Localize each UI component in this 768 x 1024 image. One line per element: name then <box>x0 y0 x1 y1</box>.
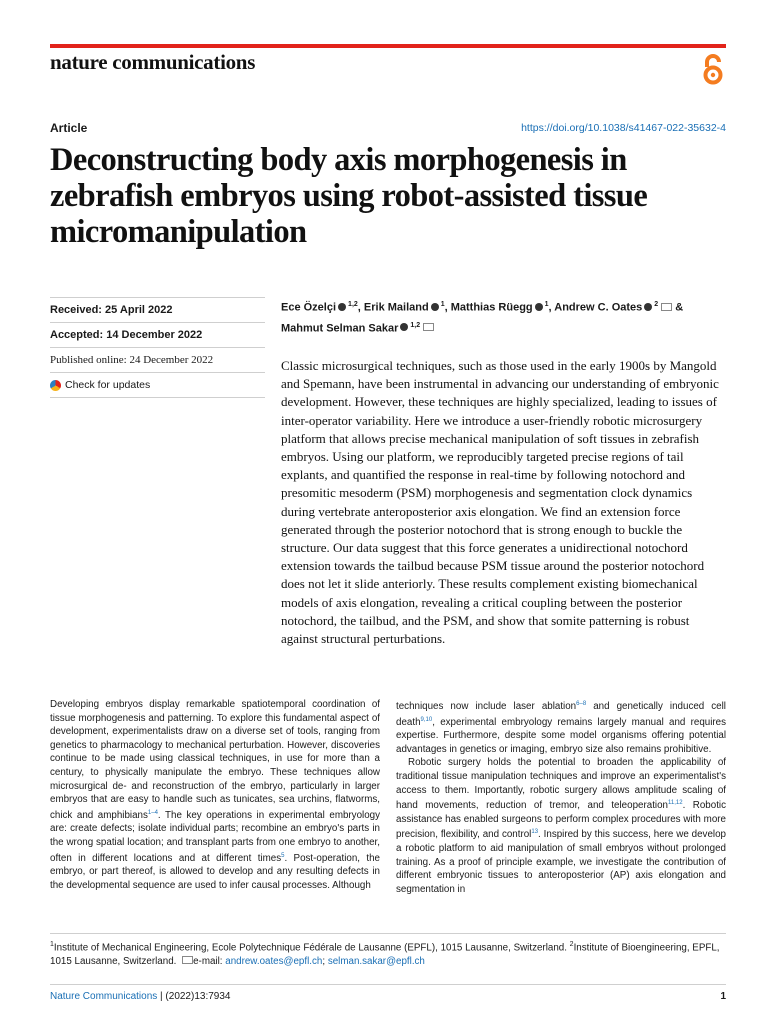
orcid-icon[interactable] <box>431 303 439 311</box>
check-for-updates-icon <box>50 380 61 391</box>
author-affiliation: 2 <box>654 301 659 308</box>
citation-ref[interactable]: 9,10 <box>420 716 433 723</box>
author-separator: , <box>357 301 364 314</box>
body-paragraph <box>396 756 726 896</box>
email-label: e-mail: <box>193 956 223 968</box>
body-text: . The key operations in experimental embryology are: create defects; isolate individual parts; recombine an embryo's parts in the wrong spatial location; and transplant parts from one embryo to another, often in different locations and at different times <box>50 809 381 864</box>
top-accent-bar <box>50 44 726 48</box>
received-date: Received: 25 April 2022 <box>50 297 265 322</box>
journal-name[interactable]: nature communications <box>50 50 256 74</box>
body-column-left <box>50 698 380 892</box>
author-list <box>281 296 726 337</box>
author-separator: & <box>672 301 684 314</box>
article-title: Deconstructing body axis morphogenesis in zebrafish embryos using robot-assisted tissue micromanipulation <box>50 142 648 250</box>
abstract: Classic microsurgical techniques, such as those used in the early 1900s by Mangold and Spemann, have been instrumental in advancing our understanding of embryonic development. However, these techniques are highly specialized, leading to issues of inter-operator variability. Here we introduce a user-friendly robotic microsurgery platform that allows precise mechanical manipulation of soft tissues in zebrafish embryos. Using our platform, we reproducibly targeted precise regions of tail explants, and quantified the response in real-time by following notochord and presomitic mesoderm (PSM) morphogenesis and segmentation clock dynamics during vertebrate anteroposterior axis elongation. We find an extension force generated through the posterior notochord that is strong enough to buckle the structure. Our data suggest that this force generates a unidirectional notochord extension towards the tailbud because PSM tissue around the posterior notochord does not let it slide anteriorly. These results complement existing biomechanical models of axis elongation, revealing a critical coupling between the posterior notochord, the tailbud, and the PSM, and show that somite patterning is robust against structural perturbations. <box>281 358 719 647</box>
page-footer: Nature Communications | (2022)13:7934 1 <box>50 984 726 1002</box>
affiliation-1: Institute of Mechanical Engineering, Ecole Polytechnique Fédérale de Lausanne (EPFL), 1015 Lausanne, Switzerland. <box>53 942 567 954</box>
author-separator: , <box>548 301 555 314</box>
published-date: Published online: 24 December 2022 <box>50 347 265 372</box>
affiliation-number: 2 <box>569 941 574 948</box>
email-separator: ; <box>322 956 326 968</box>
accepted-date: Accepted: 14 December 2022 <box>50 322 265 347</box>
author-separator: , <box>444 301 451 314</box>
body-text: , experimental embryology remains largely manual and requires expertise. Furthermore, despite some model organisms offering potential advantages in genetics or imaging, embryo size also remains prohibitive. <box>396 716 726 755</box>
body-text: . Post-operation, the embryo, or part thereof, is allowed to develop and any resulting defects in the developmental sequence are used to infer causal processes. Although <box>50 852 380 891</box>
doi-link[interactable]: https://doi.org/10.1038/s41467-022-35632-4 <box>521 122 726 134</box>
footer-journal[interactable]: Nature Communications <box>50 991 158 1002</box>
citation-ref[interactable]: 11,12 <box>668 800 683 807</box>
body-text: Robotic surgery holds the potential to broaden the applicability of traditional tissue manipulation techniques and improve an experimentalist's access to them. Importantly, robotic surgery allows amplitude scaling of hand movements, reduction of tremor, and teleoperation <box>396 757 726 812</box>
body-text: and genetically induced cell death <box>396 701 726 728</box>
author-affiliation: 1 <box>544 301 549 308</box>
affiliation-2: Institute of Bioengineering, EPFL, 1015 Lausanne, Switzerland. <box>50 942 720 968</box>
body-text: . Robotic assistance has enabled surgeons to perform complex procedures with more precision, flexibility, and control <box>396 800 726 841</box>
open-access-icon <box>699 54 727 86</box>
article-type-label: Article <box>50 121 88 135</box>
footer-citation: (2022)13:7934 <box>165 991 231 1002</box>
author-name[interactable]: Matthias Rüegg <box>450 301 533 314</box>
affiliations-footnote <box>50 933 726 969</box>
body-text: . Inspired by this success, here we develop a robotic platform to aid manipulation of small embryos without prolonged training. As a proof of principle example, we investigate the contribution of different embryonic tissues to anteroposterior (AP) axis elongation and segmentation in <box>396 829 726 895</box>
email-link-sakar[interactable]: selman.sakar@epfl.ch <box>327 956 425 968</box>
body-text: techniques now include laser ablation <box>396 701 577 712</box>
author-affiliation: 1,2 <box>348 301 358 308</box>
body-text: Developing embryos display remarkable spatiotemporal coordination of tissue morphogenesis and patterning. To explore this fundamental aspect of development, experimentalists draw on a diverse set of tools, ranging from genetics to pharmacology to mechanical perturbation. However, discoveries continue to be made using classical techniques, in use for more than a century, to physically manipulate the embryo. These techniques allow microsurgical de- and reconstruction of the embryo, particularly in larger embryos that are easy to handle such as tunicates, sea urchins, flatworms, chick and amphibians <box>50 699 380 821</box>
citation-ref[interactable]: 5 <box>281 852 285 859</box>
page-number: 1 <box>720 991 726 1002</box>
author-name[interactable]: Erik Mailand <box>363 301 429 314</box>
author-name[interactable]: Andrew C. Oates <box>554 301 643 314</box>
author-name[interactable]: Mahmut Selman Sakar <box>281 322 399 335</box>
orcid-icon[interactable] <box>535 303 543 311</box>
affiliation-number: 1 <box>50 941 54 948</box>
envelope-icon[interactable] <box>423 323 434 331</box>
citation-ref[interactable]: 13 <box>531 829 539 836</box>
orcid-icon[interactable] <box>400 323 408 331</box>
envelope-icon[interactable] <box>661 303 672 311</box>
check-for-updates[interactable] <box>50 372 265 398</box>
orcid-icon[interactable] <box>644 303 652 311</box>
citation-ref[interactable]: 1–4 <box>147 809 158 816</box>
citation-ref[interactable]: 6–8 <box>576 701 587 707</box>
check-for-updates-label[interactable]: Check for updates <box>65 379 151 391</box>
body-column-right <box>396 698 726 896</box>
orcid-icon[interactable] <box>338 303 346 311</box>
article-dates <box>50 297 265 398</box>
author-name[interactable]: Ece Özelçi <box>281 301 337 314</box>
email-link-oates[interactable]: andrew.oates@epfl.ch <box>225 956 323 968</box>
author-affiliation: 1 <box>440 301 445 308</box>
body-paragraph <box>396 698 726 756</box>
author-affiliation: 1,2 <box>410 321 421 329</box>
envelope-icon <box>182 956 193 964</box>
